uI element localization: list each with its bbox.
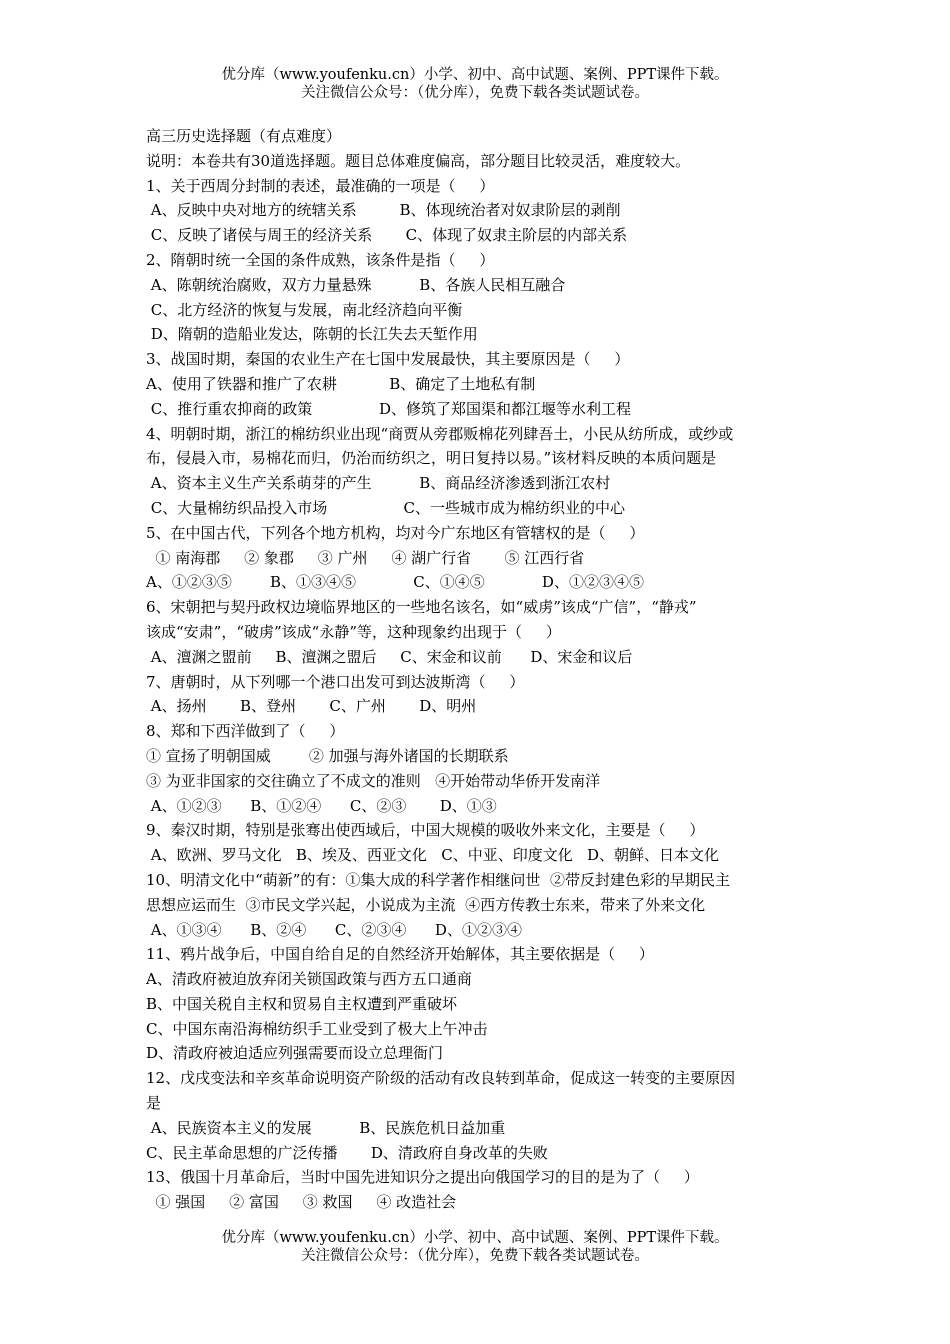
document-line: 12、戊戌变法和辛亥革命说明资产阶级的活动有改良转到革命，促成这一转变的主要原因 — [146, 1069, 736, 1088]
document-line: B、中国关税自主权和贸易自主权遭到严重破坏 — [146, 994, 458, 1013]
document-line: ① 南海郡 ② 象郡 ③ 广州 ④ 湖广行省 ⑤ 江西行省 — [146, 548, 585, 567]
document-line: 是 — [146, 1094, 162, 1113]
document-line: D、隋朝的造船业发达，陈朝的长江失去天堑作用 — [146, 325, 478, 344]
document-line: A、资本主义生产关系萌芽的产生 B、商品经济渗透到浙江农村 — [146, 474, 611, 493]
document-line: 4、明朝时期，浙江的棉纺织业出现“商贾从旁郡贩棉花列肆吾土，小民从纺所成，或纱或 — [146, 424, 734, 443]
document-line: 3、战国时期，秦国的农业生产在七国中发展最快，其主要原因是（ ） — [146, 350, 630, 369]
document-line: 13、俄国十月革命后，当时中国先进知识分之提出向俄国学习的目的是为了（ ） — [146, 1168, 699, 1187]
footer-line-1: 优分库（www.youfenku.cn）小学、初中、高中试题、案例、PPT课件下载。 — [221, 1230, 729, 1246]
document-title: 高三历史选择题（有点难度） — [146, 127, 342, 145]
document-line: A、①③④ B、②④ C、②③④ D、①②③④ — [146, 920, 522, 939]
document-line: 10、明清文化中“萌新”的有：①集大成的科学著作相继问世 ②带反封建色彩的早期民主 — [146, 870, 730, 889]
document-line: C、反映了诸侯与周王的经济关系 C、体现了奴隶主阶层的内部关系 — [146, 226, 628, 245]
document-line: D、清政府被迫适应列强需要而设立总理衙门 — [146, 1044, 444, 1063]
document-line: 布，侵晨入市，易棉花而归，仍治而纺织之，明日复持以易。”该材料反映的本质问题是 — [146, 449, 717, 468]
document-line: A、反映中央对地方的统辖关系 B、体现统治者对奴隶阶层的剥削 — [146, 201, 621, 220]
document-line: 1、关于西周分封制的表述，最准确的一项是（ ） — [146, 176, 495, 195]
document-line: A、澶渊之盟前 B、澶渊之盟后 C、宋金和议前 D、宋金和议后 — [146, 647, 633, 666]
document-line: C、推行重农抑商的政策 D、修筑了郑国渠和都江堰等水利工程 — [146, 399, 632, 418]
document-line: 该成“安肃”，“破虏”该成“永静”等，这种现象约出现于（ ） — [146, 622, 561, 641]
document-line: A、清政府被迫放弃闭关锁国政策与西方五口通商 — [146, 970, 472, 989]
document-line: A、使用了铁器和推广了农耕 B、确定了土地私有制 — [146, 374, 536, 393]
document-line: A、欧洲、罗马文化 B、埃及、西亚文化 C、中亚、印度文化 D、朝鲜、日本文化 — [146, 846, 720, 865]
document-line: C、中国东南沿海棉纺织手工业受到了极大上午冲击 — [146, 1019, 488, 1038]
document-line: 5、在中国古代，下列各个地方机构，均对今广东地区有管辖权的是（ ） — [146, 523, 645, 542]
document-line: 2、隋朝时统一全国的条件成熟，该条件是指（ ） — [146, 250, 495, 269]
document-line: ① 强国 ② 富国 ③ 救国 ④ 改造社会 — [146, 1193, 457, 1212]
document-line: A、扬州 B、登州 C、广州 D、明州 — [146, 697, 477, 716]
document-line: C、民主革命思想的广泛传播 D、清政府自身改革的失败 — [146, 1143, 548, 1162]
document-line: C、大量棉纺织品投入市场 C、一些城市成为棉纺织业的中心 — [146, 498, 626, 517]
document-body — [146, 124, 816, 1215]
document-line: 8、郑和下西洋做到了（ ） — [146, 722, 345, 741]
header-line-1: 优分库（www.youfenku.cn）小学、初中、高中试题、案例、PPT课件下载。 — [221, 67, 729, 83]
document-line: 思想应运而生 ③市民文学兴起，小说成为主流 ④西方传教士东来，带来了外来文化 — [146, 895, 706, 914]
document-line: A、陈朝统治腐败，双方力量悬殊 B、各族人民相互融合 — [146, 275, 566, 294]
page-footer — [0, 1229, 950, 1265]
document-line: 说明：本卷共有30道选择题。题目总体难度偏高，部分题目比较灵活，难度较大。 — [146, 151, 691, 170]
document-line: A、①②③⑤ B、①③④⑤ C、①④⑤ D、①②③④⑤ — [146, 573, 644, 592]
document-line: 11、鸦片战争后，中国自给自足的自然经济开始解体，其主要依据是（ ） — [146, 945, 654, 964]
document-line: A、①②③ B、①②④ C、②③ D、①③ — [146, 796, 497, 815]
document-line: 7、唐朝时，从下列哪一个港口出发可到达波斯湾（ ） — [146, 672, 525, 691]
document-line: 6、宋朝把与契丹政权边境临界地区的一些地名该名，如“威虏”该成“广信”，“静戎” — [146, 598, 697, 617]
footer-line-2: 关注微信公众号：（优分库），免费下载各类试题试卷。 — [301, 1248, 649, 1264]
document-line: A、民族资本主义的发展 B、民族危机日益加重 — [146, 1118, 506, 1137]
document-line: ③ 为亚非国家的交往确立了不成文的准则 ④开始带动华侨开发南洋 — [146, 771, 601, 790]
page-header — [0, 66, 950, 102]
document-line: ① 宣扬了明朝国威 ② 加强与海外诸国的长期联系 — [146, 746, 509, 765]
document-line: 9、秦汉时期，特别是张骞出使西域后，中国大规模的吸收外来文化，主要是（ ） — [146, 821, 705, 840]
document-line: C、北方经济的恢复与发展，南北经济趋向平衡 — [146, 300, 463, 319]
header-line-2: 关注微信公众号：（优分库），免费下载各类试题试卷。 — [301, 85, 649, 101]
